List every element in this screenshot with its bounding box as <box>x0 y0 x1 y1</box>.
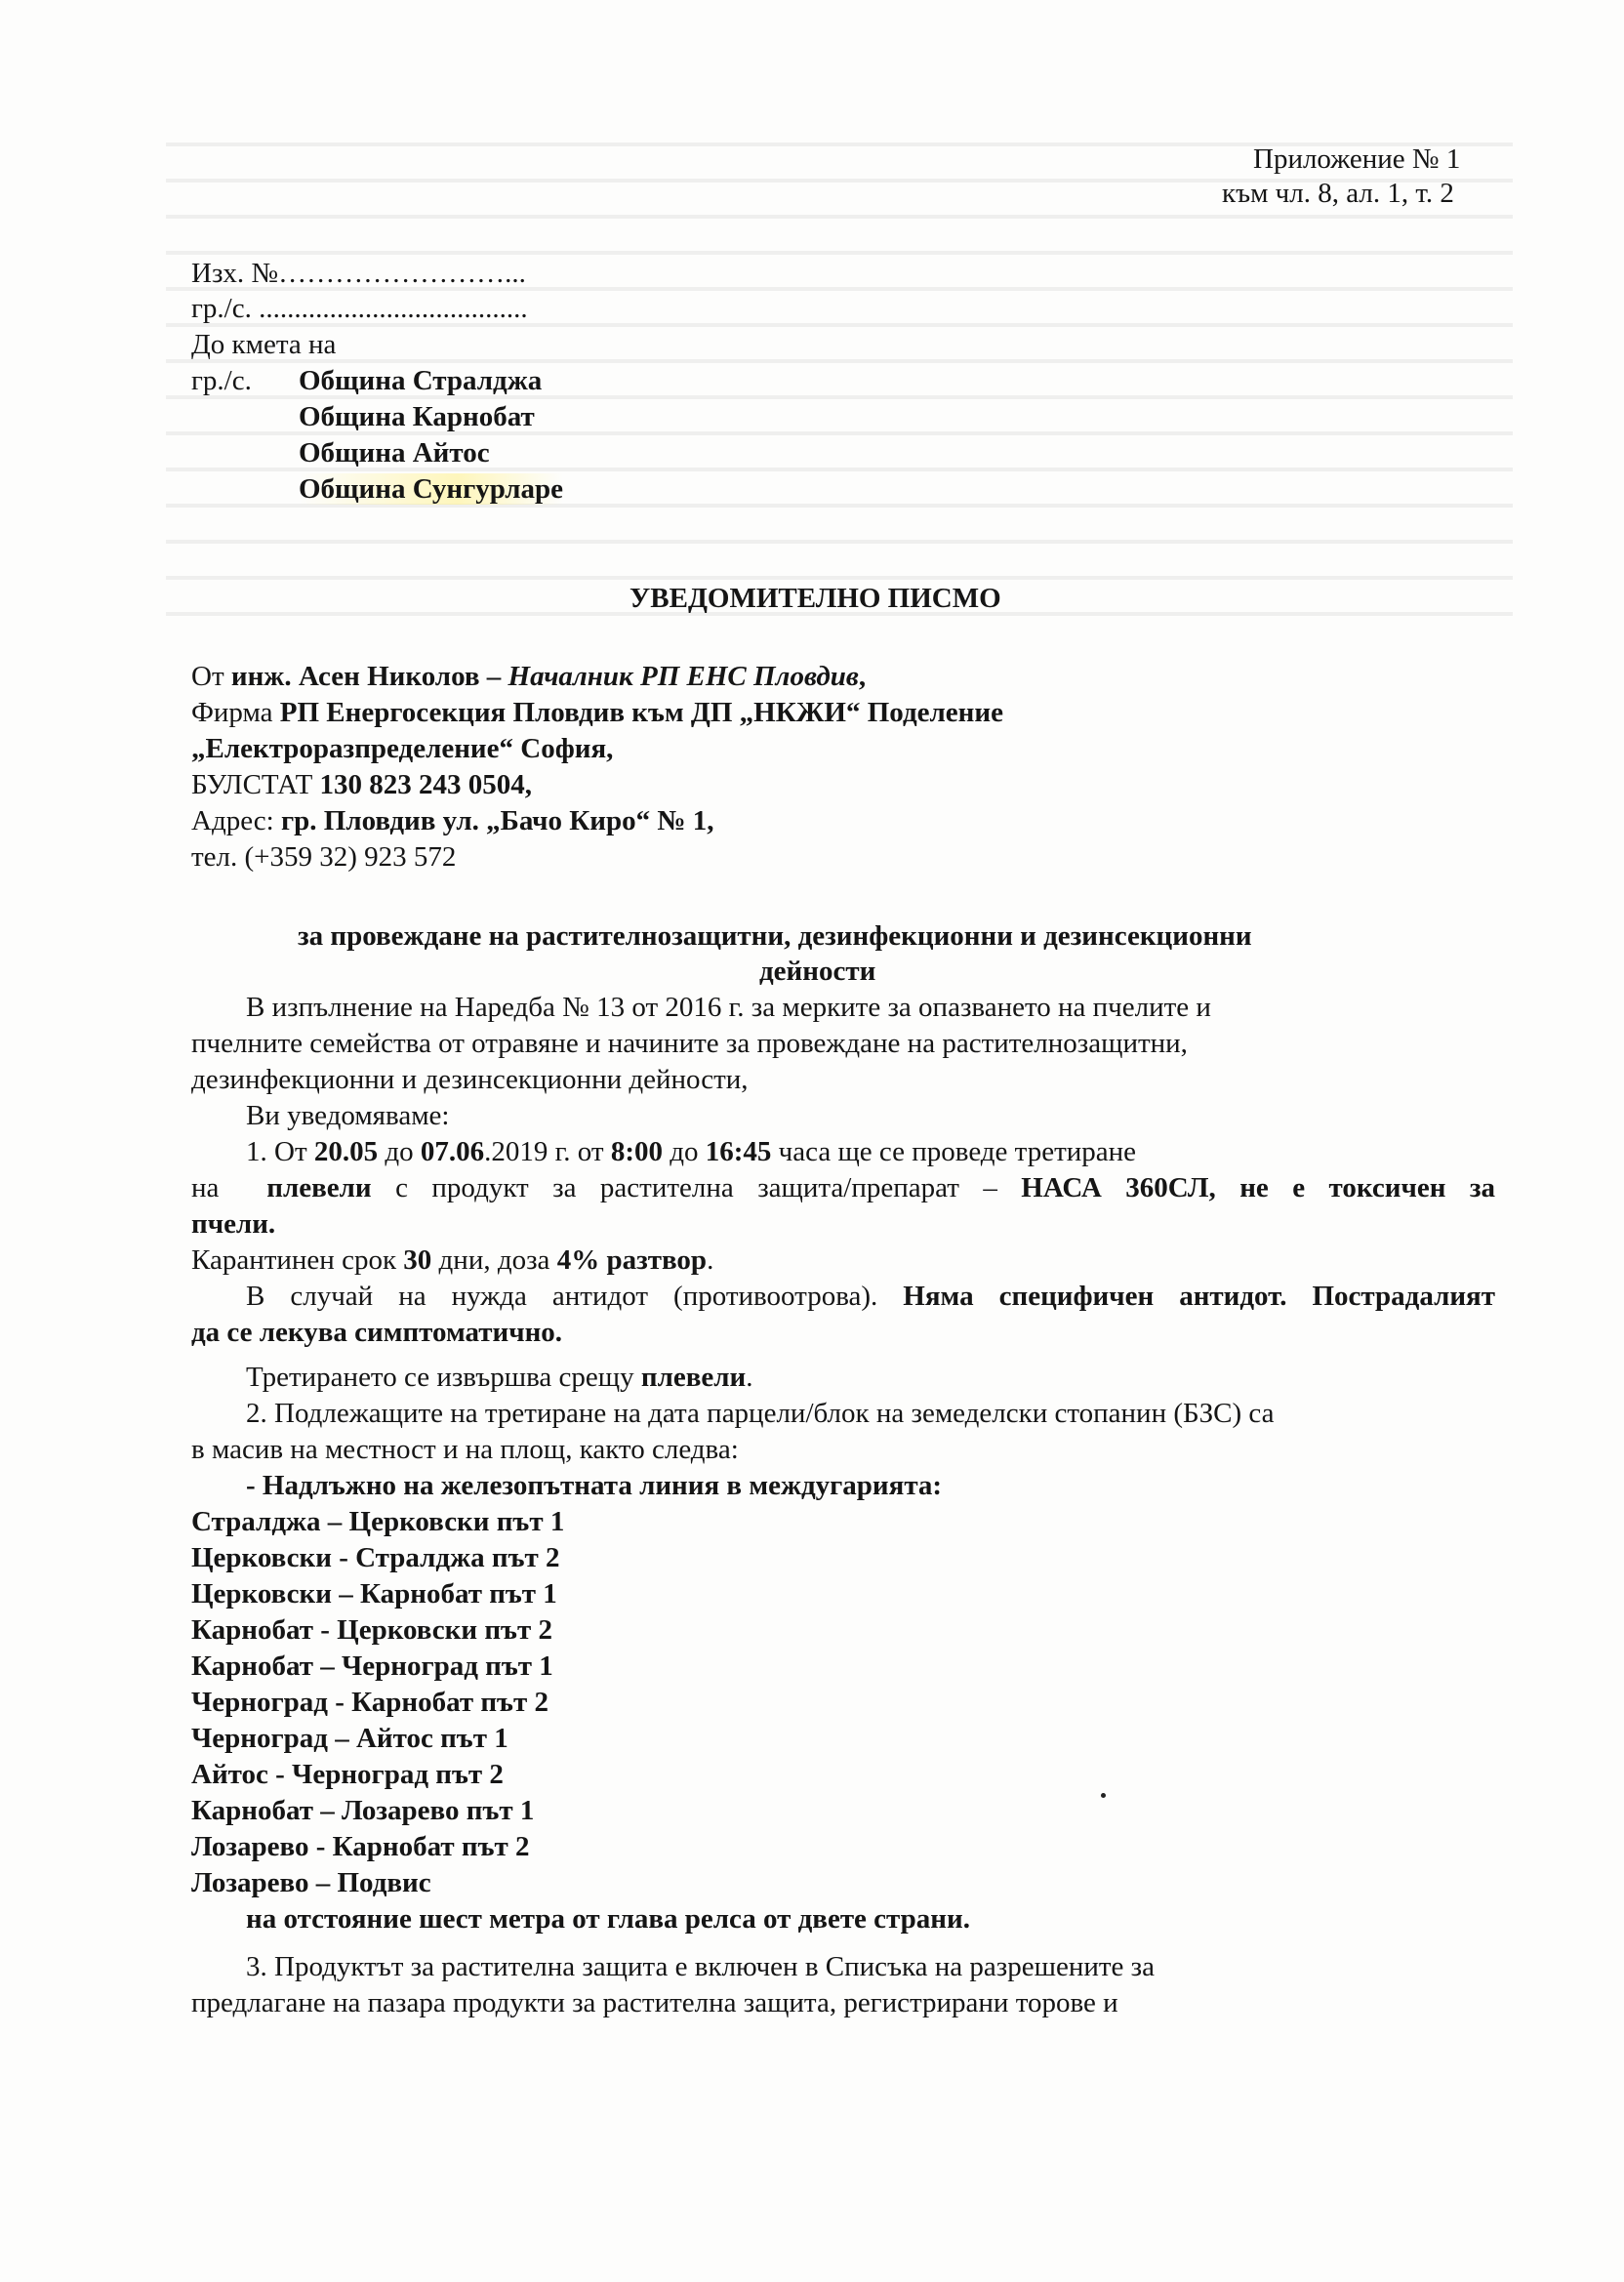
point-2-line-2: в масив на местност и на площ, както следва: <box>191 1434 739 1465</box>
treatment-start-date: 20.05 <box>313 1136 379 1167</box>
section-item: Айтос - Черноград път 2 <box>191 1759 504 1790</box>
section-item: Стралджа – Церковски път 1 <box>191 1506 565 1537</box>
antidote-line-1: В случай на нужда антидот (противоотрова). Няма специфичен антидот. Пострадалият <box>246 1281 1495 1312</box>
antidote-info: Няма специфичен антидот. Пострадалият <box>903 1281 1495 1312</box>
section-item: Церковски – Карнобат път 1 <box>191 1578 557 1610</box>
section-item: Церковски - Стралджа път 2 <box>191 1542 560 1573</box>
sender-comma: , <box>858 661 867 692</box>
bulstat-label: БУЛСТАТ <box>191 769 313 800</box>
point-1-line-1: 1. От 20.05 до 07.06.2019 г. от 8:00 до 16:45 часа ще се проведе третиране <box>246 1136 1137 1167</box>
from-label: От <box>191 661 224 692</box>
notify-line: Ви уведомяваме: <box>246 1100 450 1131</box>
intro-line-1: В изпълнение на Наредба № 13 от 2016 г. за мерките за опазването на пчелите и <box>246 992 1211 1023</box>
intro-line-3: дезинфекционни и дезинсекционни дейности, <box>191 1064 749 1095</box>
point-3-line-2: предлагане на пазара продукти за растителна защита, регистрирани торове и <box>191 1987 1118 2018</box>
firm-label: Фирма <box>191 697 273 728</box>
section-item: Черноград – Айтос път 1 <box>191 1723 508 1754</box>
sender-name: инж. Асен Николов – <box>230 661 502 692</box>
bulstat-line: БУЛСТАТ 130 823 243 0504, <box>191 769 533 800</box>
antidote-line-2: да се лекува симптоматично. <box>191 1317 563 1348</box>
target-weeds: плевели <box>266 1172 372 1203</box>
firm-name: РП Енергосекция Пловдив към ДП „НКЖИ“ Поделение <box>279 697 1003 728</box>
treatment-end-time: 16:45 <box>705 1136 772 1167</box>
subject-line-2: дейности <box>759 956 876 987</box>
treatment-start-time: 8:00 <box>610 1136 663 1167</box>
annex-line-2: към чл. 8, ал. 1, т. 2 <box>1222 178 1454 209</box>
letter-title: УВЕДОМИТЕЛНО ПИСМО <box>629 583 1001 614</box>
bulstat-value: 130 823 243 0504 <box>319 769 525 800</box>
point-1-line-2: на плевели с продукт за растителна защита/препарат – НАСА 360СЛ, не е токсичен за <box>191 1172 1495 1203</box>
treatment-target-line: Третирането се извършва срещу плевели. <box>246 1362 753 1393</box>
quarantine-days: 30 <box>403 1244 432 1276</box>
intro-line-2: пчелните семейства от отравяне и начините за провеждане на растителнозащитни, <box>191 1028 1188 1059</box>
municipality-straldzha: Община Стралджа <box>299 365 543 396</box>
city-line: гр./с. ...................................... <box>191 293 528 324</box>
city-prefix: гр./с. <box>191 365 252 396</box>
section-item: Черноград - Карнобат път 2 <box>191 1687 548 1718</box>
section-item: Карнобат – Лозарево път 1 <box>191 1795 535 1826</box>
address-label: Адрес: <box>191 805 274 836</box>
outgoing-number: Изх. №……………………... <box>191 258 526 289</box>
section-item: Лозарево – Подвис <box>191 1867 431 1898</box>
municipality-sungurlare: Община Сунгурларе <box>299 473 563 505</box>
municipality-karnobat: Община Карнобат <box>299 401 535 432</box>
section-item: Карнобат – Черноград път 1 <box>191 1650 553 1682</box>
point-2-line-1: 2. Подлежащите на третиране на дата парцели/блок на земеделски стопанин (БЗС) са <box>246 1398 1275 1429</box>
municipality-aytos: Община Айтос <box>299 437 490 469</box>
sender-role: Началник РП ЕНС Пловдив <box>508 661 859 692</box>
firm-name-continued: „Електроразпределение“ София, <box>191 733 614 764</box>
section-item: Лозарево - Карнобат път 2 <box>191 1831 530 1862</box>
annex-line-1: Приложение № 1 <box>1253 143 1461 175</box>
stray-mark <box>1101 1793 1106 1798</box>
firm-line <box>191 695 1003 730</box>
sender-line <box>191 659 866 694</box>
point-1-line-3: пчели. <box>191 1208 276 1240</box>
treatment-end-date: 07.06 <box>420 1136 485 1167</box>
to-mayor: До кмета на <box>191 329 337 360</box>
point-3-line-1: 3. Продуктът за растителна защита е включен в Списъка на разрешените за <box>246 1951 1155 1982</box>
distance-line: на отстояние шест метра от глава релса от двете страни. <box>246 1903 970 1935</box>
section-item: Карнобат - Церковски път 2 <box>191 1614 552 1646</box>
phone-line: тел. (+359 32) 923 572 <box>191 841 457 873</box>
subject-line-1: за провеждане на растителнозащитни, дезинфекционни и дезинсекционни <box>298 920 1252 952</box>
quarantine-line: Карантинен срок 30 дни, доза 4% разтвор. <box>191 1244 714 1276</box>
address-line: Адрес: гр. Пловдив ул. „Бачо Киро“ № 1, <box>191 805 714 836</box>
product-name: НАСА 360СЛ, не е токсичен за <box>1021 1172 1495 1203</box>
along-railway-line: - Надлъжно на железопътната линия в междугарията: <box>246 1470 943 1501</box>
address-value: гр. Пловдив ул. „Бачо Киро“ № 1 <box>280 805 708 836</box>
dose-value: 4% разтвор <box>556 1244 708 1276</box>
